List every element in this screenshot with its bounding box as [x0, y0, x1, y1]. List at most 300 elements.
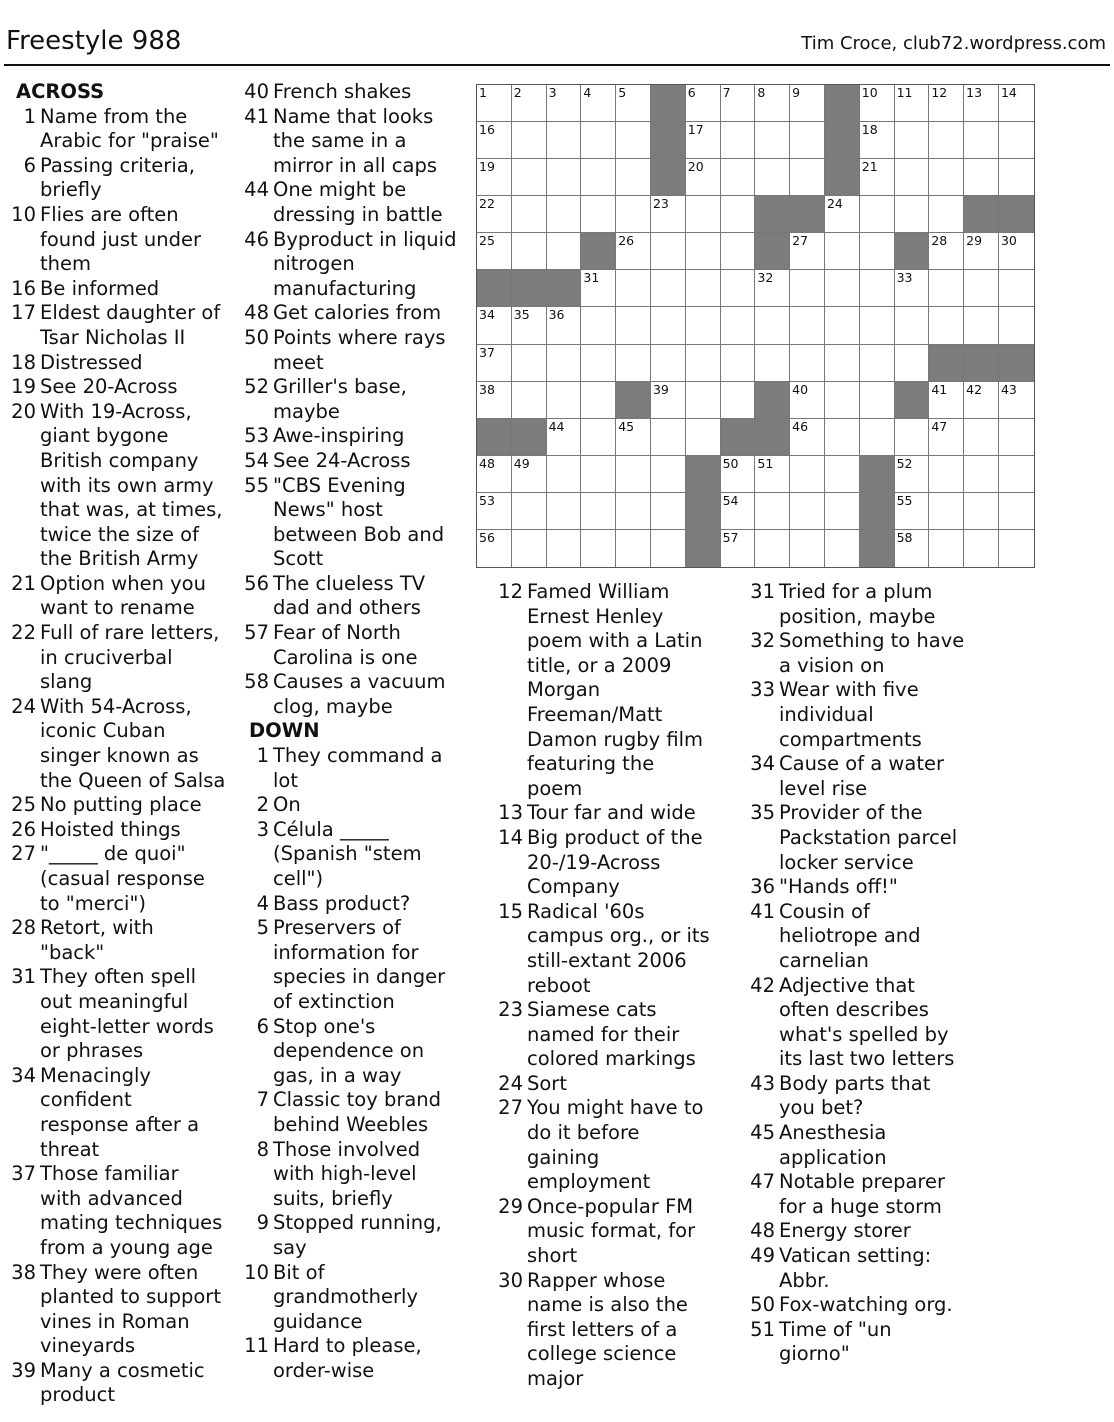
grid-cell[interactable] [547, 307, 582, 344]
clue-number: 3 [256, 817, 269, 841]
grid-cell[interactable] [929, 456, 964, 493]
clue-text-line: behind Weebles [273, 1112, 429, 1136]
grid-cell[interactable] [581, 159, 616, 196]
grid-cell[interactable] [790, 122, 825, 159]
grid-black-square [512, 270, 547, 307]
grid-cell[interactable] [964, 382, 999, 419]
grid-cell[interactable] [999, 530, 1034, 567]
grid-cell[interactable] [929, 122, 964, 159]
clue-text-line: poem [527, 776, 583, 800]
grid-cell[interactable] [929, 270, 964, 307]
grid-cell[interactable] [755, 345, 790, 382]
grid-cell[interactable] [790, 493, 825, 530]
grid-cell[interactable] [999, 122, 1034, 159]
grid-cell[interactable] [895, 122, 930, 159]
clue-text-line: Eldest daughter of [40, 301, 221, 325]
grid-number: 47 [931, 418, 948, 434]
grid-cell[interactable] [790, 85, 825, 122]
clue-text-line: Something to have [779, 629, 965, 653]
clue-text-line: vineyards [40, 1334, 136, 1358]
clue-text-line: singer known as [40, 744, 199, 768]
clue-text-line: Full of rare letters, [40, 621, 220, 645]
clue-text-line: maybe [273, 399, 340, 423]
clue [243, 1334, 468, 1383]
grid-cell[interactable] [616, 159, 651, 196]
grid-cell[interactable] [721, 270, 756, 307]
clue-number: 1 [256, 744, 269, 768]
grid-cell[interactable] [999, 270, 1034, 307]
grid-cell[interactable] [755, 159, 790, 196]
grid-cell[interactable] [477, 196, 512, 233]
clue-text-line: to "merci") [40, 891, 147, 915]
grid-cell[interactable] [860, 345, 895, 382]
grid-cell[interactable] [686, 159, 721, 196]
clue-number: 43 [750, 1071, 775, 1095]
grid-cell[interactable] [477, 159, 512, 196]
clue-number: 49 [750, 1244, 775, 1268]
clue-text-line: often describes [779, 998, 929, 1022]
grid-cell[interactable] [477, 122, 512, 159]
grid-cell[interactable] [477, 530, 512, 567]
clue-text-line: gas, in a way [273, 1063, 402, 1087]
grid-cell[interactable] [999, 307, 1034, 344]
clue-number: 25 [11, 793, 36, 817]
grid-cell[interactable] [825, 270, 860, 307]
clue-text-line: French shakes [273, 80, 412, 103]
grid-cell[interactable] [755, 456, 790, 493]
grid-cell[interactable] [512, 122, 547, 159]
grid-cell[interactable] [825, 345, 860, 382]
clue [243, 916, 468, 1014]
grid-cell[interactable] [790, 233, 825, 270]
clue-text-line: See 20-Across [40, 375, 178, 399]
clue-text-line: lot [273, 768, 298, 792]
grid-cell[interactable] [512, 85, 547, 122]
grid-cell[interactable] [686, 345, 721, 382]
grid-cell[interactable] [686, 85, 721, 122]
grid-cell[interactable] [651, 196, 686, 233]
grid-cell[interactable] [895, 456, 930, 493]
grid-cell[interactable] [929, 382, 964, 419]
grid-cell[interactable] [581, 419, 616, 456]
grid-cell[interactable] [547, 122, 582, 159]
clue-text-line: the British Army [40, 547, 199, 571]
grid-cell[interactable] [616, 270, 651, 307]
grid-cell[interactable] [790, 270, 825, 307]
across-heading: ACROSS [16, 80, 105, 103]
clue-text-line: do it before [527, 1121, 640, 1145]
grid-cell[interactable] [651, 345, 686, 382]
grid-cell[interactable] [651, 530, 686, 567]
grid-cell[interactable] [860, 85, 895, 122]
grid-cell[interactable] [651, 382, 686, 419]
clue-text-line: Scott [273, 547, 324, 571]
grid-cell[interactable] [964, 419, 999, 456]
clue [243, 1088, 468, 1137]
clue-text-line: (Spanish "stem [273, 842, 422, 866]
grid-cell[interactable] [721, 307, 756, 344]
grid-number: 31 [583, 270, 600, 286]
clue-text-line: a vision on [779, 653, 885, 677]
clue-text-line: Radical '60s [527, 899, 645, 923]
grid-cell[interactable] [964, 270, 999, 307]
grid-cell[interactable] [895, 493, 930, 530]
grid-number: 38 [479, 381, 495, 397]
grid-cell[interactable] [999, 382, 1034, 419]
grid-cell[interactable] [895, 530, 930, 567]
clue [10, 916, 232, 965]
grid-cell[interactable] [651, 456, 686, 493]
grid-cell[interactable] [686, 196, 721, 233]
clue-text-line: Hard to please, [273, 1334, 422, 1358]
clue-text-line: dad and others [273, 596, 421, 620]
clue-text-line: guidance [273, 1309, 363, 1333]
grid-cell[interactable] [477, 307, 512, 344]
grid-number: 2 [513, 85, 522, 100]
clue-number: 36 [750, 875, 775, 899]
grid-cell[interactable] [651, 493, 686, 530]
clue-text-line: Arabic for "praise" [40, 129, 219, 153]
grid-cell[interactable] [512, 159, 547, 196]
grid-cell[interactable] [721, 85, 756, 122]
grid-cell[interactable] [581, 493, 616, 530]
grid-black-square [651, 85, 686, 122]
grid-cell[interactable] [477, 345, 512, 382]
grid-cell[interactable] [860, 159, 895, 196]
grid-cell[interactable] [721, 196, 756, 233]
clue-number: 40 [244, 80, 269, 103]
clue [243, 744, 468, 793]
grid-cell[interactable] [616, 345, 651, 382]
grid-cell[interactable] [895, 270, 930, 307]
grid-cell[interactable] [755, 307, 790, 344]
grid-cell[interactable] [547, 196, 582, 233]
clue-text-line: cell") [273, 867, 324, 890]
grid-cell[interactable] [895, 345, 930, 382]
clue [10, 965, 232, 1063]
grid-cell[interactable] [651, 307, 686, 344]
grid-black-square [686, 493, 721, 530]
grid-cell[interactable] [686, 233, 721, 270]
grid-number: 46 [792, 418, 809, 434]
clue [10, 301, 232, 350]
grid-cell[interactable] [547, 233, 582, 270]
grid-cell[interactable] [929, 530, 964, 567]
grid-cell[interactable] [860, 382, 895, 419]
grid-black-square [825, 85, 860, 122]
grid-cell[interactable] [929, 85, 964, 122]
grid-cell[interactable] [964, 530, 999, 567]
grid-cell[interactable] [581, 122, 616, 159]
clue-number: 6 [256, 1014, 269, 1038]
grid-cell[interactable] [581, 530, 616, 567]
grid-number: 13 [966, 85, 983, 100]
grid-cell[interactable] [825, 307, 860, 344]
grid-cell[interactable] [999, 456, 1034, 493]
grid-cell[interactable] [964, 233, 999, 270]
grid-number: 30 [1000, 233, 1017, 249]
grid-cell[interactable] [964, 122, 999, 159]
clue-number: 27 [498, 1096, 523, 1120]
puzzle-title: Freestyle 988 [6, 26, 182, 56]
grid-cell[interactable] [790, 307, 825, 344]
grid-cell[interactable] [825, 493, 860, 530]
grid-cell[interactable] [686, 419, 721, 456]
clue [749, 1318, 981, 1367]
grid-black-square [616, 382, 651, 419]
grid-black-square [755, 233, 790, 270]
clue-text-line: Company [527, 875, 620, 899]
grid-cell[interactable] [686, 270, 721, 307]
grid-cell[interactable] [512, 530, 547, 567]
grid-cell[interactable] [616, 456, 651, 493]
grid-cell[interactable] [895, 307, 930, 344]
clue [243, 375, 468, 424]
grid-black-square [964, 345, 999, 382]
grid-cell[interactable] [616, 122, 651, 159]
clue-text-line: gaining [527, 1145, 600, 1169]
grid-cell[interactable] [895, 419, 930, 456]
grid-cell[interactable] [755, 85, 790, 122]
clue-text-line: dependence on [273, 1039, 425, 1063]
grid-cell[interactable] [895, 159, 930, 196]
clue-number: 45 [750, 1121, 775, 1145]
clue-number: 56 [244, 571, 269, 595]
grid-cell[interactable] [790, 530, 825, 567]
clue-number: 8 [256, 1137, 269, 1161]
grid-cell[interactable] [616, 419, 651, 456]
grid-cell[interactable] [964, 456, 999, 493]
clue-text-line: Abbr. [779, 1268, 830, 1292]
grid-cell[interactable] [755, 493, 790, 530]
grid-cell[interactable] [790, 382, 825, 419]
grid-black-square [651, 159, 686, 196]
grid-cell[interactable] [825, 196, 860, 233]
grid-cell[interactable] [929, 196, 964, 233]
grid-cell[interactable] [895, 85, 930, 122]
grid-cell[interactable] [929, 493, 964, 530]
grid-number: 16 [479, 122, 495, 138]
grid-number: 11 [896, 85, 913, 100]
grid-cell[interactable] [616, 85, 651, 122]
clue [10, 818, 232, 843]
grid-cell[interactable] [860, 307, 895, 344]
grid-number: 36 [548, 307, 565, 323]
grid-cell[interactable] [477, 85, 512, 122]
grid-cell[interactable] [721, 493, 756, 530]
clue-number: 41 [750, 899, 775, 923]
grid-cell[interactable] [860, 419, 895, 456]
clue-text-line: briefly [40, 178, 102, 202]
grid-cell[interactable] [512, 382, 547, 419]
grid-black-square [929, 345, 964, 382]
grid-cell[interactable] [964, 493, 999, 530]
grid-cell[interactable] [929, 307, 964, 344]
grid-cell[interactable] [860, 270, 895, 307]
grid-cell[interactable] [860, 233, 895, 270]
grid-cell[interactable] [547, 419, 582, 456]
clue-text-line: Tried for a plum [779, 580, 933, 603]
clue-text-line: twice the size of [40, 522, 199, 546]
grid-cell[interactable] [547, 382, 582, 419]
grid-cell[interactable] [477, 456, 512, 493]
grid-cell[interactable] [721, 456, 756, 493]
grid-cell[interactable] [721, 382, 756, 419]
grid-cell[interactable] [581, 270, 616, 307]
grid-cell[interactable] [790, 159, 825, 196]
grid-cell[interactable] [825, 233, 860, 270]
clue-text-line: grandmotherly [273, 1285, 418, 1309]
grid-cell[interactable] [999, 85, 1034, 122]
clue-text-line: Ernest Henley [527, 604, 664, 628]
grid-black-square [825, 122, 860, 159]
grid-cell[interactable] [964, 85, 999, 122]
grid-cell[interactable] [929, 233, 964, 270]
grid-number: 7 [722, 85, 731, 100]
grid-cell[interactable] [721, 122, 756, 159]
clue [749, 580, 981, 629]
grid-cell[interactable] [721, 233, 756, 270]
grid-cell[interactable] [581, 382, 616, 419]
grid-cell[interactable] [581, 456, 616, 493]
grid-black-square [581, 233, 616, 270]
grid-cell[interactable] [999, 493, 1034, 530]
clue-text-line: You might have to [527, 1096, 704, 1120]
grid-cell[interactable] [616, 530, 651, 567]
grid-cell[interactable] [547, 345, 582, 382]
grid-cell[interactable] [755, 122, 790, 159]
clue-text-line: "_____ de quoi" [40, 842, 186, 866]
grid-cell[interactable] [512, 493, 547, 530]
clue-number: 24 [498, 1071, 523, 1095]
grid-cell[interactable] [686, 122, 721, 159]
clue-text-line: name is also the [527, 1293, 688, 1317]
clue-number: 14 [498, 825, 523, 849]
grid-cell[interactable] [512, 196, 547, 233]
grid-number: 22 [479, 196, 495, 212]
clue-number: 37 [11, 1162, 36, 1186]
grid-cell[interactable] [721, 530, 756, 567]
grid-cell[interactable] [790, 419, 825, 456]
grid-cell[interactable] [581, 85, 616, 122]
grid-cell[interactable] [512, 345, 547, 382]
grid-cell[interactable] [790, 345, 825, 382]
grid-cell[interactable] [477, 382, 512, 419]
grid-number: 12 [931, 85, 948, 100]
grid-cell[interactable] [755, 530, 790, 567]
grid-cell[interactable] [547, 159, 582, 196]
grid-cell[interactable] [651, 419, 686, 456]
clue-text-line: planted to support [40, 1285, 221, 1309]
grid-cell[interactable] [651, 270, 686, 307]
clue-number: 39 [11, 1358, 36, 1382]
clue-number: 35 [750, 801, 775, 825]
grid-cell[interactable] [790, 456, 825, 493]
clue-text-line: major [527, 1367, 584, 1390]
clue-text-line: species in danger [273, 965, 446, 989]
grid-cell[interactable] [616, 233, 651, 270]
grid-cell[interactable] [721, 345, 756, 382]
grid-cell[interactable] [755, 270, 790, 307]
grid-cell[interactable] [547, 493, 582, 530]
clue [749, 875, 981, 900]
clue-text-line: Many a cosmetic [40, 1358, 205, 1382]
grid-cell[interactable] [860, 196, 895, 233]
grid-cell[interactable] [825, 530, 860, 567]
grid-cell[interactable] [895, 196, 930, 233]
clue [497, 1269, 727, 1392]
grid-cell[interactable] [999, 233, 1034, 270]
grid-number: 50 [722, 455, 739, 471]
clue-text-line: employment [527, 1170, 651, 1194]
grid-cell[interactable] [999, 159, 1034, 196]
grid-cell[interactable] [512, 456, 547, 493]
grid-cell[interactable] [929, 419, 964, 456]
clue [243, 326, 468, 375]
grid-black-square [825, 159, 860, 196]
grid-cell[interactable] [581, 196, 616, 233]
clue [243, 1015, 468, 1089]
clue [749, 974, 981, 1072]
clue-text-line: Retort, with [40, 916, 154, 940]
clue-number: 54 [244, 448, 269, 472]
grid-cell[interactable] [547, 456, 582, 493]
grid-cell[interactable] [477, 493, 512, 530]
grid-cell[interactable] [964, 307, 999, 344]
grid-cell[interactable] [686, 307, 721, 344]
grid-cell[interactable] [512, 233, 547, 270]
grid-cell[interactable] [616, 196, 651, 233]
grid-cell[interactable] [547, 85, 582, 122]
grid-cell[interactable] [512, 307, 547, 344]
clue [243, 670, 468, 719]
clue [497, 1096, 727, 1194]
grid-cell[interactable] [616, 307, 651, 344]
grid-cell[interactable] [721, 159, 756, 196]
grid-black-square [755, 382, 790, 419]
clue [243, 449, 468, 474]
grid-cell[interactable] [581, 307, 616, 344]
clue-text-line: information for [273, 940, 419, 964]
grid-cell[interactable] [581, 345, 616, 382]
grid-black-square [755, 196, 790, 233]
grid-number: 39 [652, 381, 669, 397]
clue-number: 18 [11, 350, 36, 374]
grid-cell[interactable] [477, 233, 512, 270]
clue-text-line: Fear of North [273, 621, 401, 645]
clue-text-line: or phrases [40, 1039, 144, 1063]
grid-cell[interactable] [651, 233, 686, 270]
grid-cell[interactable] [964, 159, 999, 196]
clue-text-line: from a young age [40, 1235, 213, 1259]
clue-text-line: Stopped running, [273, 1211, 442, 1235]
clue-number: 9 [256, 1211, 269, 1235]
clue-number: 33 [750, 678, 775, 702]
grid-cell[interactable] [929, 159, 964, 196]
grid-cell[interactable] [547, 530, 582, 567]
clue-text-line: British company [40, 448, 199, 472]
grid-cell[interactable] [825, 382, 860, 419]
grid-cell[interactable] [825, 456, 860, 493]
grid-cell[interactable] [686, 382, 721, 419]
clue-text-line: application [779, 1145, 887, 1169]
grid-cell[interactable] [860, 122, 895, 159]
grid-cell[interactable] [999, 419, 1034, 456]
grid-cell[interactable] [825, 419, 860, 456]
clue-text-line: order-wise [273, 1358, 375, 1382]
grid-cell[interactable] [616, 493, 651, 530]
clue-number: 27 [11, 842, 36, 866]
